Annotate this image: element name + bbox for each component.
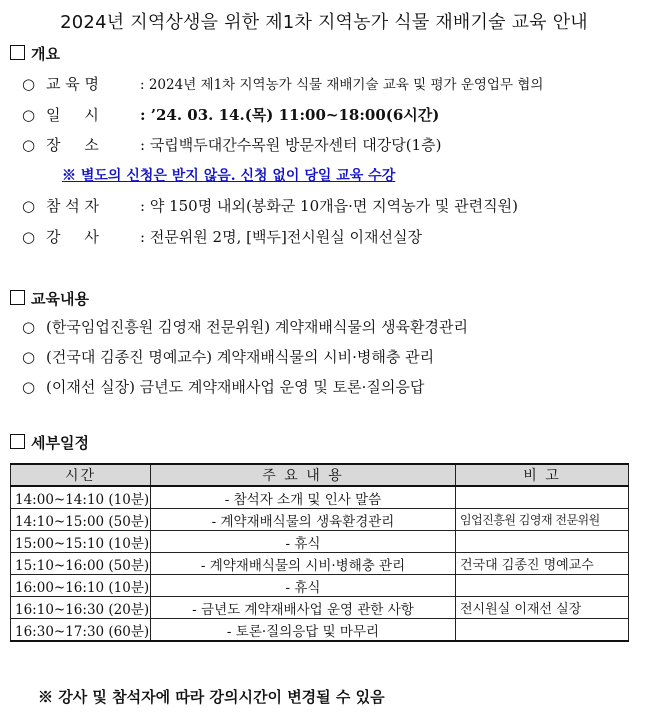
overview-item-datetime <box>22 104 439 125</box>
label-course: 교 육 명 <box>46 75 100 93</box>
cell-content: - 금년도 계약재배사업 운영 관한 사항 <box>151 597 456 619</box>
cell-note: 임업진흥원 김영재 전문위원 <box>456 509 629 531</box>
cell-time: 14:10~15:00 (50분) <box>11 509 151 531</box>
cell-note <box>456 619 629 642</box>
value-venue: : 국립백두대간수목원 방문자센터 대강당(1층) <box>140 136 442 154</box>
bullet-circle-icon: ○ <box>22 228 36 246</box>
section-schedule-heading: 세부일정 <box>10 432 89 453</box>
cell-time: 16:30~17:30 (60분) <box>11 619 151 642</box>
checkbox-square-icon <box>10 290 25 305</box>
value-instructors: : 전문위원 2명, [백두]전시원실 이재선실장 <box>140 228 422 246</box>
cell-time: 16:10~16:30 (20분) <box>11 597 151 619</box>
cell-note <box>456 486 629 509</box>
cell-time: 14:00~14:10 (10분) <box>11 486 151 509</box>
overview-item-instructors <box>22 226 422 247</box>
bullet-circle-icon: ○ <box>22 75 36 93</box>
overview-item-course <box>22 73 543 94</box>
bullet-circle-icon: ○ <box>22 378 36 396</box>
cell-note <box>456 575 629 597</box>
schedule-table <box>10 463 629 642</box>
cell-time: 15:10~16:00 (50분) <box>11 553 151 575</box>
checkbox-square-icon <box>10 45 25 60</box>
cell-note: 건국대 김종진 명예교수 <box>456 553 629 575</box>
cell-note <box>456 531 629 553</box>
table-row <box>11 509 629 531</box>
cell-time: 16:00~16:10 (10분) <box>11 575 151 597</box>
label-attendees: 참 석 자 <box>46 197 100 215</box>
table-row <box>11 597 629 619</box>
table-row <box>11 531 629 553</box>
overview-item-venue <box>22 134 441 155</box>
cell-time: 15:00~15:10 (10분) <box>11 531 151 553</box>
cell-content: - 계약재배식물의 생육환경관리 <box>151 509 456 531</box>
cell-content: - 휴식 <box>151 531 456 553</box>
section-overview-heading: 개요 <box>10 43 60 64</box>
cell-content: - 계약재배식물의 시비·병해충 관리 <box>151 553 456 575</box>
table-row <box>11 619 629 642</box>
cell-content: - 토론·질의응답 및 마무리 <box>151 619 456 642</box>
content-item: ○ (이재선 실장) 금년도 계약재배사업 운영 및 토론·질의응답 <box>22 378 425 396</box>
value-attendees: : 약 150명 내외(봉화군 10개읍·면 지역농가 및 관련직원) <box>140 197 518 215</box>
table-row <box>11 486 629 509</box>
bullet-circle-icon: ○ <box>22 348 36 366</box>
bullet-circle-icon: ○ <box>22 318 36 336</box>
content-item: ○ (한국임업진흥원 김영재 전문위원) 계약재배식물의 생육환경관리 <box>22 318 469 336</box>
cell-note: 전시원실 이재선 실장 <box>456 597 629 619</box>
table-row <box>11 575 629 597</box>
value-course: : 2024년 제1차 지역농가 식물 재배기술 교육 및 평가 운영업무 협의 <box>140 77 544 93</box>
section-content-heading: 교육내용 <box>10 288 89 309</box>
value-datetime: : ’24. 03. 14.(목) 11:00~18:00(6시간) <box>140 106 440 124</box>
cell-content: - 참석자 소개 및 인사 말씀 <box>151 486 456 509</box>
bullet-circle-icon: ○ <box>22 197 36 215</box>
header-note: 비 고 <box>456 464 629 486</box>
header-time: 시간 <box>11 464 151 486</box>
header-content: 주 요 내 용 <box>151 464 456 486</box>
cell-content: - 휴식 <box>151 575 456 597</box>
label-venue: 장 소 <box>46 136 99 154</box>
checkbox-square-icon <box>10 434 25 449</box>
label-datetime: 일 시 <box>46 106 99 124</box>
registration-notice: ※ 별도의 신청은 받지 않음. 신청 없이 당일 교육 수강 <box>62 168 396 184</box>
content-item: ○ (건국대 김종진 명예교수) 계약재배식물의 시비·병해충 관리 <box>22 348 435 366</box>
bullet-circle-icon: ○ <box>22 106 36 124</box>
table-row <box>11 553 629 575</box>
footnote: ※ 강사 및 참석자에 따라 강의시간이 변경될 수 있음 <box>38 688 385 706</box>
bullet-circle-icon: ○ <box>22 136 36 154</box>
page-title: 2024년 지역상생을 위한 제1차 지역농가 식물 재배기술 교육 안내 <box>60 12 588 33</box>
table-header-row <box>11 464 629 486</box>
overview-item-attendees <box>22 195 518 216</box>
label-instructors: 강 사 <box>46 228 99 246</box>
